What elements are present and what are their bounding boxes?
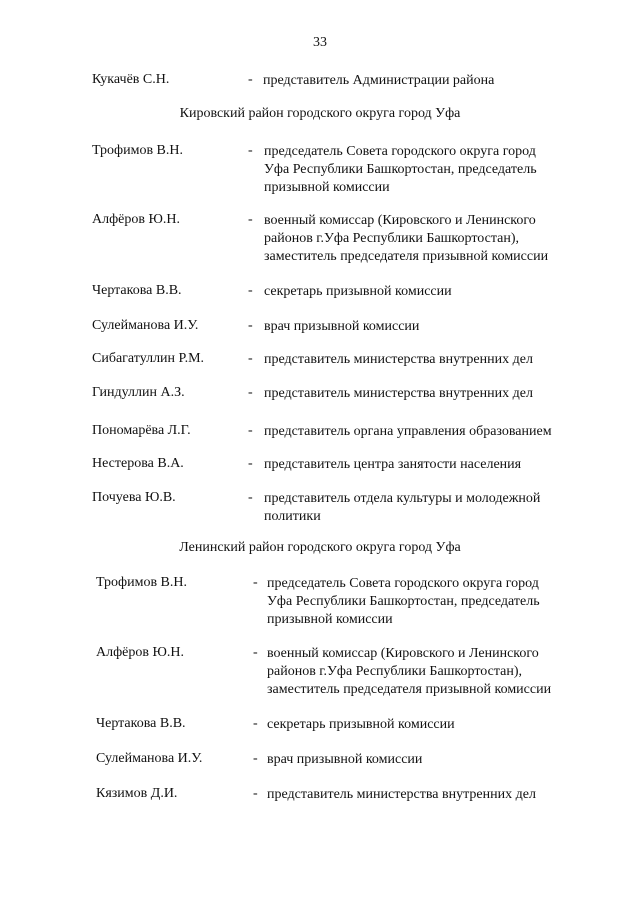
- page-number: 33: [313, 35, 327, 50]
- role-line: председатель Совета городского округа город: [264, 144, 536, 159]
- role-line: районов г.Уфа Республики Башкортостан),: [267, 664, 522, 679]
- role-line: врач призывной комиссии: [267, 752, 423, 767]
- role-line: врач призывной комиссии: [264, 319, 420, 334]
- member-name: Гиндуллин А.З.: [92, 385, 185, 400]
- dash-separator: -: [253, 645, 258, 660]
- role-line: секретарь призывной комиссии: [264, 284, 452, 299]
- member-role: [263, 72, 494, 90]
- role-line: военный комиссар (Кировского и Ленинского: [264, 213, 536, 228]
- member-role: [264, 456, 521, 474]
- dash-separator: -: [248, 385, 253, 400]
- member-name: Сулейманова И.У.: [96, 751, 203, 766]
- member-role: [267, 716, 455, 734]
- dash-separator: -: [253, 751, 258, 766]
- role-line: Уфа Республики Башкортостан, председатель: [264, 162, 537, 177]
- member-name: Алфёров Ю.Н.: [96, 645, 184, 660]
- member-role: [264, 318, 419, 336]
- dash-separator: -: [248, 490, 253, 505]
- role-line: представитель отдела культуры и молодежной: [264, 491, 541, 506]
- dash-separator: -: [248, 212, 253, 227]
- section-heading-kirovsky: Кировский район городского округа город Уфа: [179, 106, 461, 121]
- role-line: представитель министерства внутренних дел: [267, 787, 536, 802]
- member-role: [264, 143, 537, 197]
- role-line: представитель центра занятости населения: [264, 457, 522, 472]
- role-line: представитель органа управления образованием: [264, 424, 552, 439]
- role-line: Уфа Республики Башкортостан, председатель: [267, 594, 540, 609]
- dash-separator: -: [248, 143, 253, 158]
- role-line: призывной комиссии: [267, 612, 393, 627]
- member-name: Пономарёва Л.Г.: [92, 423, 191, 438]
- role-line: военный комиссар (Кировского и Ленинского: [267, 646, 539, 661]
- member-role: [267, 645, 551, 699]
- member-role: [267, 786, 536, 804]
- member-name: Сибагатуллин Р.М.: [92, 351, 205, 366]
- role-line: председатель Совета городского округа город: [267, 576, 539, 591]
- dash-separator: -: [253, 786, 258, 801]
- member-name: Кязимов Д.И.: [96, 786, 178, 801]
- role-line: представитель министерства внутренних дел: [264, 386, 533, 401]
- dash-separator: -: [248, 456, 253, 471]
- member-name: Чертакова В.В.: [92, 283, 182, 298]
- role-line: представитель министерства внутренних дел: [264, 352, 533, 367]
- dash-separator: -: [248, 423, 253, 438]
- role-line: районов г.Уфа Республики Башкортостан),: [264, 231, 519, 246]
- dash-separator: -: [248, 283, 253, 298]
- role-line: представитель Администрации района: [263, 73, 495, 88]
- member-name: Сулейманова И.У.: [92, 318, 199, 333]
- dash-separator: -: [253, 716, 258, 731]
- role-line: заместитель председателя призывной комиссии: [267, 682, 552, 697]
- member-role: [267, 575, 540, 629]
- member-role: [264, 351, 533, 369]
- role-line: политики: [264, 509, 321, 524]
- member-name: Трофимов В.Н.: [92, 143, 183, 158]
- role-line: заместитель председателя призывной комиссии: [264, 249, 549, 264]
- dash-separator: -: [248, 318, 253, 333]
- member-role: [267, 751, 422, 769]
- member-role: [264, 283, 452, 301]
- member-name: Кукачёв С.Н.: [92, 72, 170, 87]
- section-heading-leninsky: Ленинский район городского округа город Уфа: [179, 540, 461, 555]
- member-name: Нестерова В.А.: [92, 456, 184, 471]
- member-name: Чертакова В.В.: [96, 716, 186, 731]
- role-line: секретарь призывной комиссии: [267, 717, 455, 732]
- role-line: призывной комиссии: [264, 180, 390, 195]
- dash-separator: -: [248, 72, 253, 87]
- member-name: Трофимов В.Н.: [96, 575, 187, 590]
- member-role: [264, 212, 548, 266]
- member-role: [264, 423, 552, 441]
- member-name: Алфёров Ю.Н.: [92, 212, 180, 227]
- dash-separator: -: [253, 575, 258, 590]
- member-role: [264, 490, 540, 526]
- member-role: [264, 385, 533, 403]
- member-name: Почуева Ю.В.: [92, 490, 176, 505]
- dash-separator: -: [248, 351, 253, 366]
